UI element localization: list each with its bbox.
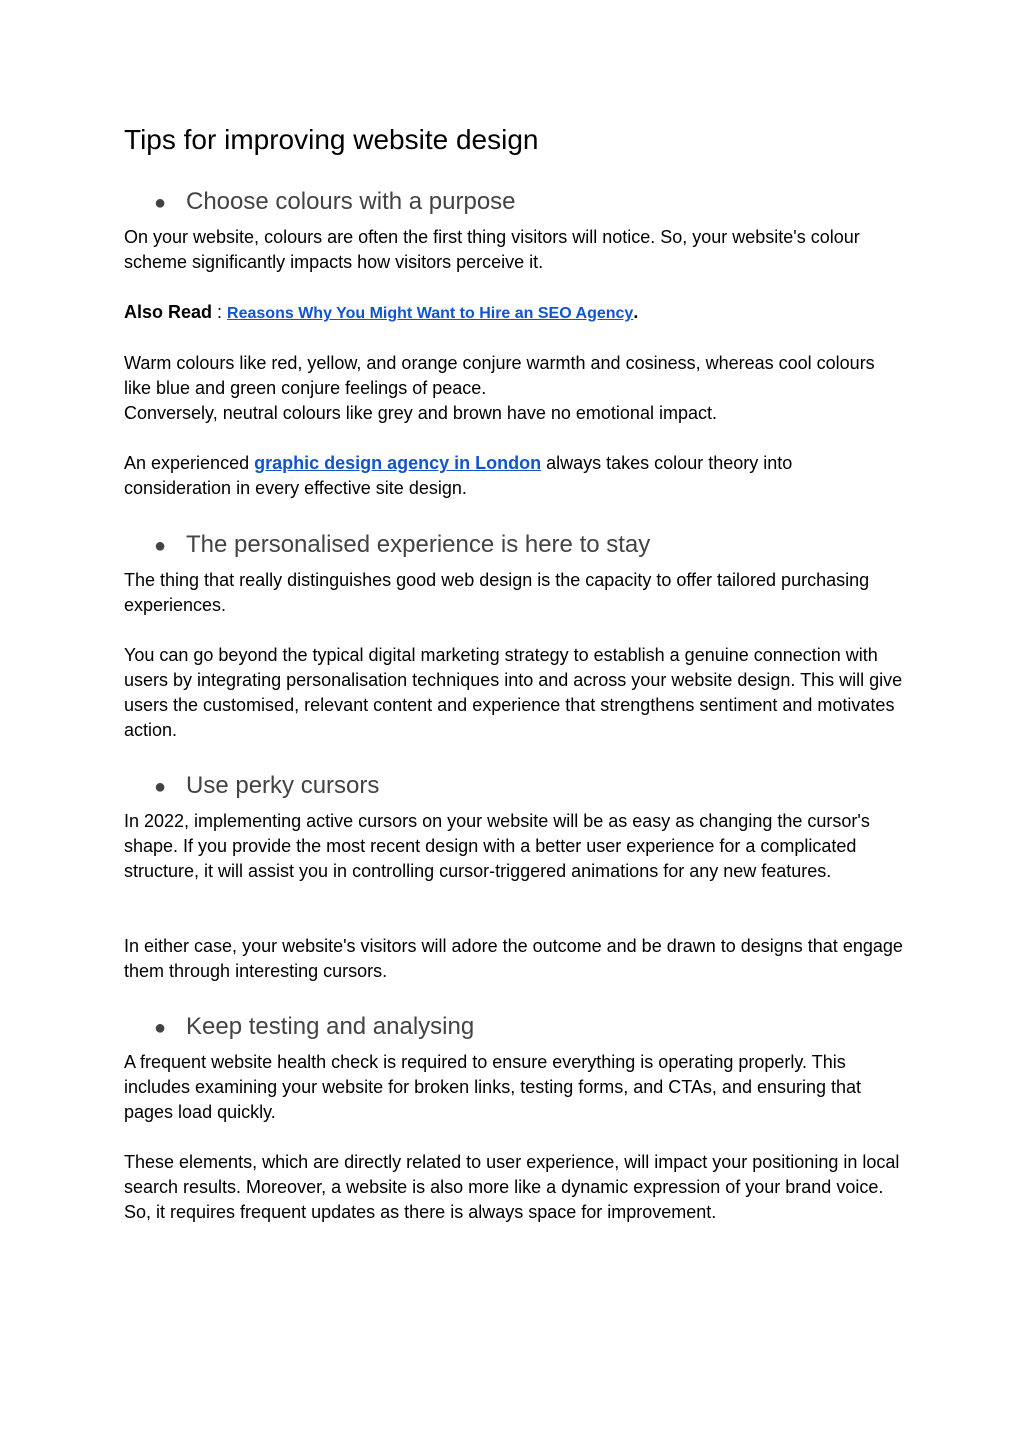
- paragraph: These elements, which are directly related to user experience, will impact your positioning in local search results. Moreover, a website is also more like a dynamic expression of your brand voice. So, it requires frequent updates as there is always space for improvement.: [124, 1152, 900, 1222]
- paragraph: On your website, colours are often the first thing visitors will notice. So, your website's colour scheme significantly impacts how visitors perceive it.: [124, 227, 860, 272]
- bullet-icon: ●: [154, 776, 167, 798]
- paragraph-text: always takes colour theory into consideration in every effective site design.: [124, 453, 793, 498]
- bullet-icon: ●: [154, 192, 167, 214]
- also-read-line: [124, 300, 904, 326]
- page-title: Tips for improving website design: [124, 124, 539, 155]
- paragraph: A frequent website health check is required to ensure everything is operating properly. This includes examining your website for broken links, testing forms, and CTAs, and ensuring that pages load quickly.: [124, 1052, 862, 1122]
- seo-agency-link[interactable]: Reasons Why You Might Want to Hire an SEO Agency: [227, 305, 634, 322]
- section-heading-colours: [154, 187, 516, 218]
- paragraph: In either case, your website's visitors will adore the outcome and be drawn to designs that engage them through interesting cursors.: [124, 936, 903, 981]
- section-heading-text: The personalised experience is here to stay: [186, 531, 651, 558]
- paragraph: [124, 351, 904, 426]
- also-read-label: Also Read: [124, 302, 213, 322]
- section-heading-cursors: [154, 771, 379, 802]
- paragraph: The thing that really distinguishes good web design is the capacity to offer tailored purchasing experiences.: [124, 570, 870, 615]
- paragraph-line: Warm colours like red, yellow, and orange conjure warmth and cosiness, whereas cool colours like blue and green conjure feelings of peace.: [124, 353, 875, 398]
- section-heading-text: Choose colours with a purpose: [186, 188, 516, 215]
- bullet-icon: ●: [154, 535, 167, 557]
- section-heading-personalised: [154, 530, 650, 561]
- paragraph-text: An experienced: [124, 453, 255, 473]
- paragraph: You can go beyond the typical digital marketing strategy to establish a genuine connection with users by integrating personalisation techniques into and across your website design. This will give users the customised, relevant content and experience that strengthens sentiment and motivates action.: [124, 645, 903, 740]
- section-heading-text: Use perky cursors: [186, 772, 380, 799]
- bullet-icon: ●: [154, 1017, 167, 1039]
- paragraph: [124, 451, 904, 501]
- paragraph: In 2022, implementing active cursors on your website will be as easy as changing the cursor's shape. If you provide the most recent design with a better user experience for a complicated structure, it will assist you in controlling cursor-triggered animations for any new features.: [124, 811, 870, 881]
- graphic-design-agency-link[interactable]: graphic design agency in London: [254, 453, 542, 473]
- section-heading-testing: [154, 1012, 474, 1043]
- section-heading-text: Keep testing and analysing: [186, 1013, 475, 1040]
- paragraph-line: Conversely, neutral colours like grey and brown have no emotional impact.: [124, 403, 717, 423]
- also-read-period: .: [633, 302, 639, 322]
- also-read-separator: :: [212, 302, 228, 322]
